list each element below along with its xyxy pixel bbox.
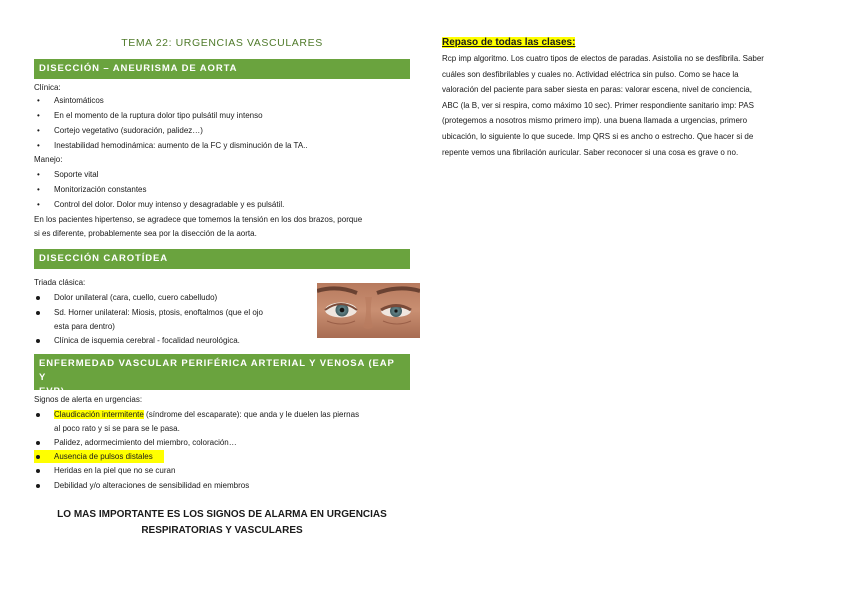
section-header-enfermedad-vascular bbox=[34, 354, 410, 397]
bullet-dot bbox=[36, 455, 40, 459]
manejo-label: Manejo: bbox=[34, 155, 63, 164]
review-line: ubicación, lo siguiente lo que sucede. Imp QRS si es ancho o estrecho. Que hacer si de bbox=[442, 131, 754, 141]
bullet-dot bbox=[36, 469, 40, 473]
bullet-dot bbox=[36, 413, 40, 417]
sign-item-text: (síndrome del escaparate): que anda y le duelen las piernas bbox=[143, 410, 360, 419]
sign-item bbox=[54, 408, 359, 421]
signs-label: Signos de alerta en urgencias: bbox=[34, 395, 143, 404]
review-line: ABC (la B, ver si respira, como máximo 10 sec). Primer respondiente sanitario imp: PAS bbox=[442, 100, 754, 110]
clinica-item: Cortejo vegetativo (sudoración, palidez…) bbox=[54, 126, 203, 135]
triad-item: Sd. Horner unilateral: Miosis, ptosis, enoftalmos (que el ojo bbox=[54, 308, 263, 317]
bullet-dot bbox=[36, 339, 40, 343]
sign-item-highlighted: Ausencia de pulsos distales bbox=[54, 452, 153, 461]
closing-line: LO MAS IMPORTANTE ES LOS SIGNOS DE ALARMA EN URGENCIAS bbox=[57, 509, 387, 520]
bullet-dot bbox=[36, 311, 40, 315]
bullet-mark: • bbox=[37, 185, 40, 194]
triad-item: Dolor unilateral (cara, cuello, cuero cabelludo) bbox=[54, 293, 218, 302]
page-title: TEMA 22: URGENCIAS VASCULARES bbox=[121, 37, 323, 49]
sign-item: Debilidad y/o alteraciones de sensibilidad en miembros bbox=[54, 481, 250, 490]
clinica-item: Inestabilidad hemodinámica: aumento de la FC y disminución de la TA.. bbox=[54, 141, 308, 150]
highlighted-term: Claudicación intermitente bbox=[54, 410, 144, 419]
note-line: si es diferente, probablemente sea por la disección de la aorta. bbox=[34, 229, 257, 238]
sign-item: Palidez, adormecimiento del miembro, coloración… bbox=[54, 438, 237, 447]
manejo-item: Control del dolor. Dolor muy intenso y desagradable y es pulsátil. bbox=[54, 200, 285, 209]
bullet-mark: • bbox=[37, 96, 40, 105]
sign-item-cont: al poco rato y si se para se le pasa. bbox=[54, 424, 180, 433]
review-paragraph bbox=[442, 51, 814, 160]
review-line: (protegemos a nosotros mismo primero imp). una buena llamada a urgencias, primero bbox=[442, 116, 748, 126]
bullet-mark: • bbox=[37, 111, 40, 120]
clinica-item: En el momento de la ruptura dolor tipo pulsátil muy intenso bbox=[54, 111, 263, 120]
bullet-dot bbox=[36, 296, 40, 300]
section-header-line: ENFERMEDAD VASCULAR PERIFÉRICA ARTERIAL Y VENOSA (EAP Y bbox=[39, 358, 395, 383]
bullet-mark: • bbox=[37, 126, 40, 135]
section-header-diseccion-aorta: DISECCIÓN – ANEURISMA DE AORTA bbox=[34, 59, 410, 79]
manejo-item: Soporte vital bbox=[54, 170, 99, 179]
bullet-dot bbox=[36, 441, 40, 445]
review-line: valoración del paciente para saber siesta en paras: valorar escena, nivel de conciencia, bbox=[442, 85, 752, 95]
horner-eyes-photo bbox=[317, 283, 420, 338]
closing-line: RESPIRATORIAS Y VASCULARES bbox=[141, 525, 303, 536]
clinica-label: Clínica: bbox=[34, 83, 61, 92]
note-line: En los pacientes hipertenso, se agradece que tomemos la tensión en los dos brazos, porque bbox=[34, 215, 363, 224]
manejo-item: Monitorización constantes bbox=[54, 185, 147, 194]
review-line: Rcp imp algoritmo. Los cuatro tipos de electos de paradas. Asistolia no se desfibrila. Saber bbox=[442, 54, 764, 63]
bullet-mark: • bbox=[37, 141, 40, 150]
triad-item: Clínica de isquemia cerebral - focalidad neurológica. bbox=[54, 336, 240, 345]
review-line: repente vemos una fibrilación auricular. Saber reconocer si una cosa es grave o no. bbox=[442, 147, 739, 157]
bullet-dot bbox=[36, 484, 40, 488]
review-line: cuáles son desfibrilables y cuales no. Actividad eléctrica sin pulso. Como se hace la bbox=[442, 69, 739, 79]
review-title: Repaso de todas las clases: bbox=[442, 37, 576, 48]
section-header-line: EVP) bbox=[39, 386, 65, 397]
sign-item: Heridas en la piel que no se curan bbox=[54, 466, 176, 475]
section-header-diseccion-carotidea: DISECCIÓN CAROTÍDEA bbox=[34, 249, 410, 269]
triad-label: Triada clásica: bbox=[34, 278, 86, 287]
closing-statement bbox=[34, 507, 410, 539]
bullet-mark: • bbox=[37, 200, 40, 209]
clinica-item: Asintomáticos bbox=[54, 96, 104, 105]
triad-item-cont: esta para dentro) bbox=[54, 322, 115, 331]
bullet-mark: • bbox=[37, 170, 40, 179]
